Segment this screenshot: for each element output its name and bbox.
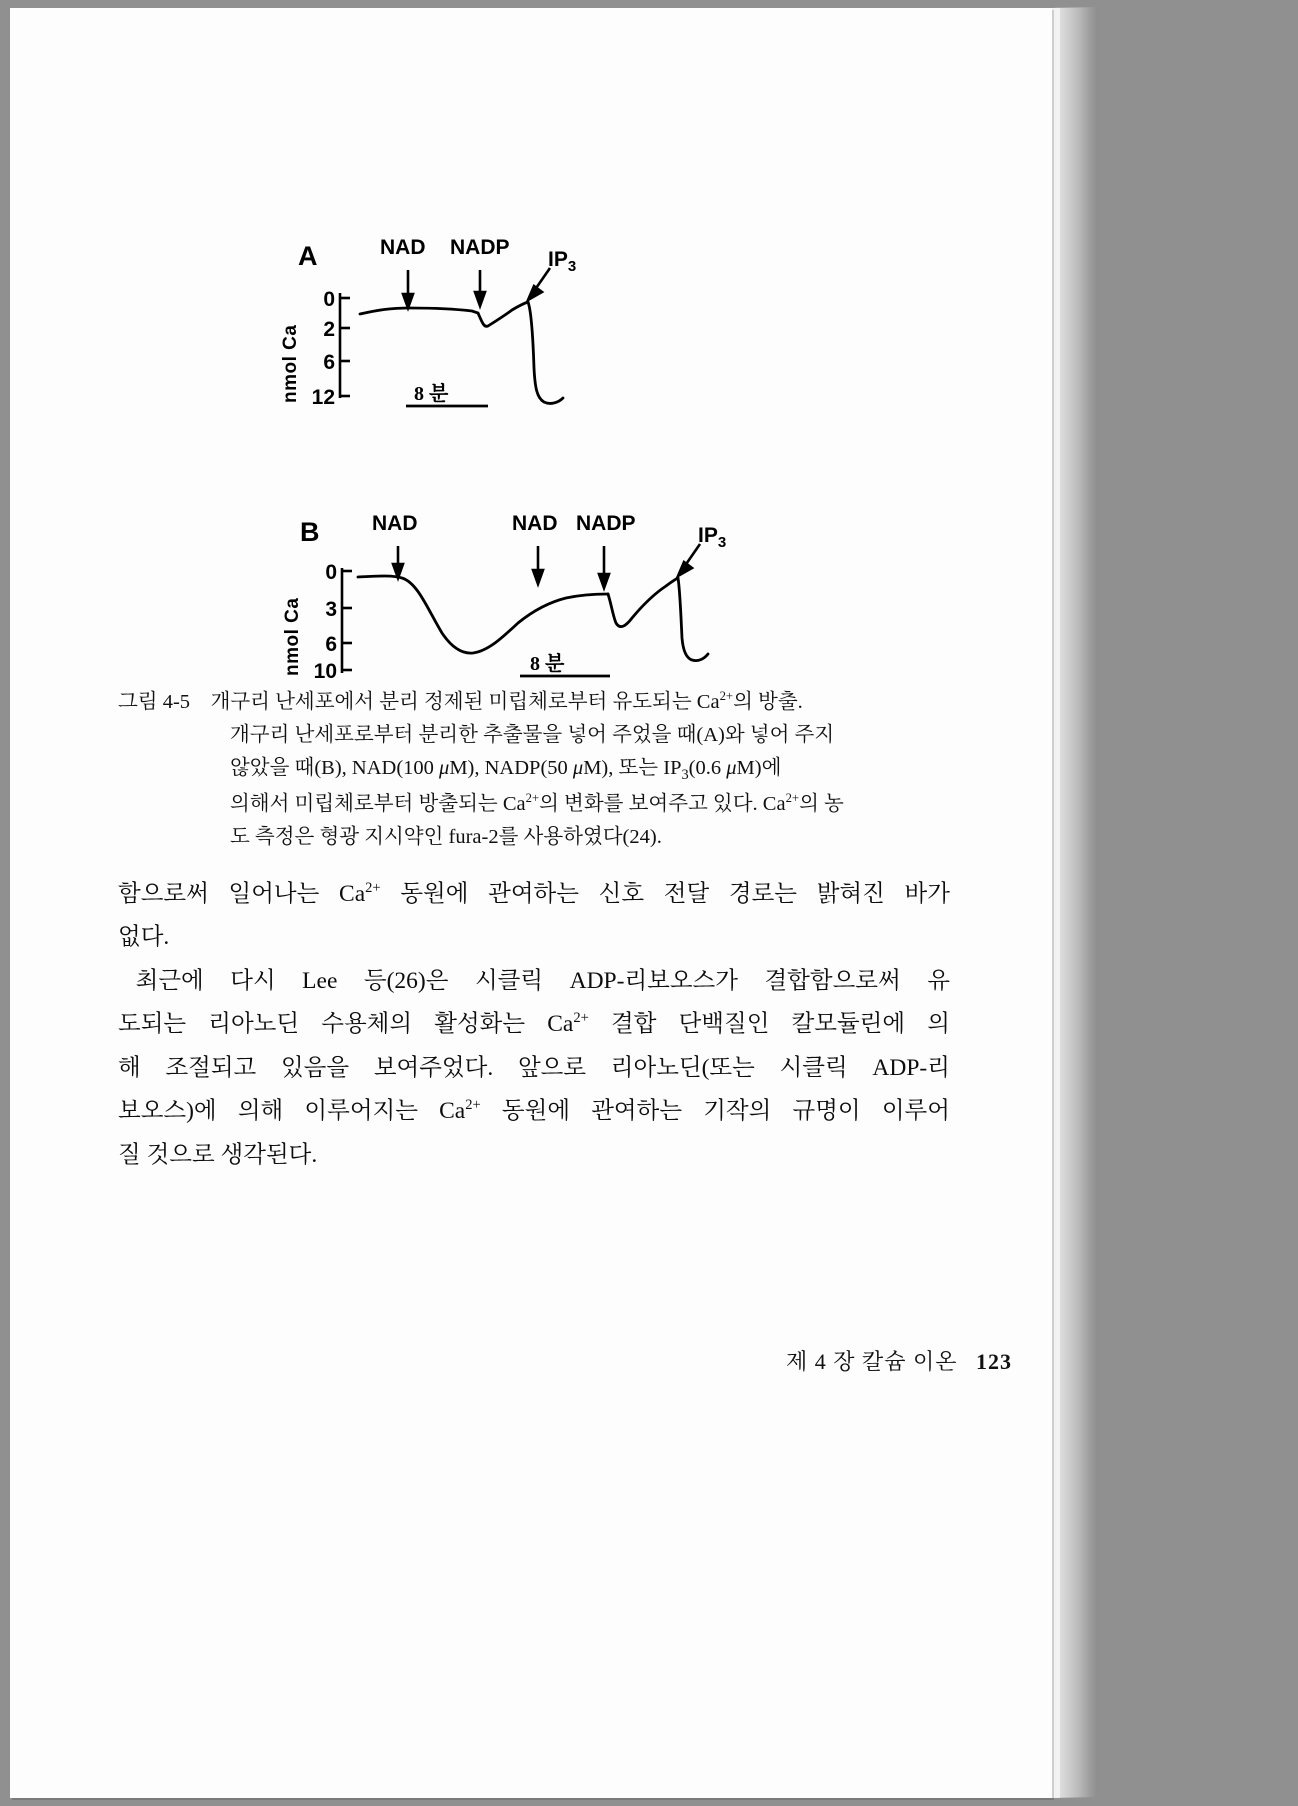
caption-line-1 bbox=[118, 686, 948, 719]
page-edge-highlight bbox=[1052, 8, 1060, 1798]
svg-text:IP3: $IP_3$ bbox=[698, 524, 727, 551]
footer-page-number: 123 bbox=[976, 1349, 1012, 1374]
panel-a-arrow-nadp: NADP bbox=[450, 236, 510, 259]
caption-line-4: 의해서 미립체로부터 방출되는 $Ca^{2+}$의 변화를 보여주고 있다. $Ca^{2+}$의 농 bbox=[230, 790, 844, 815]
panel-b-arrow-nad-1: NAD bbox=[372, 512, 418, 535]
panel-b-label: B bbox=[300, 517, 320, 547]
panel-b-tick-0: 0 bbox=[325, 561, 337, 584]
panel-b-axis-title: nmol Ca bbox=[282, 597, 303, 676]
figure-4-5 bbox=[10, 198, 1052, 718]
panel-b-arrow-nadp: NADP bbox=[576, 512, 636, 535]
caption-text-1: 개구리 난세포에서 분리 정제된 미립체로부터 유도되는 $Ca^{2+}$의 방출. bbox=[210, 689, 803, 713]
caption-line-3: 않았을 때(B), NAD(100 μM), NADP(50 μM), 또는 $IP_3(0.6$ μM)에 bbox=[230, 757, 782, 784]
paragraph-2 bbox=[118, 960, 950, 1177]
caption-number: 그림 4-5 bbox=[118, 691, 191, 713]
document-page bbox=[10, 8, 1052, 1798]
p2-line-2: 도되는 리아노딘 수용체의 활성화는 $Ca^{2+}$ 결합 단백질인 칼모듈린에 의 bbox=[118, 1010, 950, 1038]
panel-a-tick-2: 2 bbox=[323, 318, 335, 341]
footer-chapter: 제 4 장 칼슘 이온 bbox=[785, 1349, 958, 1374]
panel-a-tick-0: 0 bbox=[323, 288, 335, 311]
panel-b-tick-6: 6 bbox=[325, 633, 337, 656]
panel-a-arrow-ip3 bbox=[548, 248, 576, 275]
panel-a-label: A bbox=[298, 241, 318, 271]
figure-svg bbox=[10, 198, 1052, 718]
p2-line-3: 해 조절되고 있음을 보여주었다. 앞으로 리아노딘(또는 시클릭 ADP-리 bbox=[118, 1054, 950, 1081]
panel-b-arrow-ip3 bbox=[698, 524, 726, 551]
panel-a-arrow-nad: NAD bbox=[380, 236, 426, 259]
p2-line-1: 최근에 다시 Lee 등(26)은 시클릭 ADP-리보오스가 결합함으로써 유 bbox=[118, 967, 950, 994]
body-text bbox=[118, 873, 950, 1177]
caption-line-5: 도 측정은 형광 지시약인 fura-2를 사용하였다(24). bbox=[230, 825, 662, 848]
p1-line-2: 없다. bbox=[118, 924, 170, 951]
panel-a-tick-6: 6 bbox=[323, 351, 335, 374]
svg-text:IP3: $IP_3$ bbox=[548, 248, 577, 275]
figure-caption bbox=[118, 686, 948, 854]
p2-line-4: 보오스)에 의해 이루어지는 $Ca^{2+}$ 동원에 관여하는 기작의 규명이 이루어 bbox=[118, 1097, 950, 1125]
panel-a-scale-label: 8 분 bbox=[414, 383, 449, 405]
p2-line-5: 질 것으로 생각된다. bbox=[118, 1141, 318, 1168]
p1-line-1: 함으로써 일어나는 $Ca^{2+}$ 동원에 관여하는 신호 전달 경로는 밝혀진 바가 bbox=[118, 880, 950, 907]
panel-b-tick-3: 3 bbox=[325, 598, 337, 621]
paragraph-1 bbox=[118, 873, 950, 960]
panel-a-axis-title: nmol Ca bbox=[280, 324, 301, 403]
caption-line-2: 개구리 난세포로부터 분리한 추출물을 넣어 주었을 때(A)와 넣어 주지 bbox=[230, 724, 835, 747]
panel-a-tick-12: 12 bbox=[311, 386, 335, 409]
panel-b-tick-10: 10 bbox=[313, 660, 337, 683]
panel-b-arrow-nad-2: NAD bbox=[512, 512, 558, 535]
panel-b-scale-label: 8 분 bbox=[530, 653, 565, 675]
page-footer bbox=[10, 1345, 1012, 1376]
